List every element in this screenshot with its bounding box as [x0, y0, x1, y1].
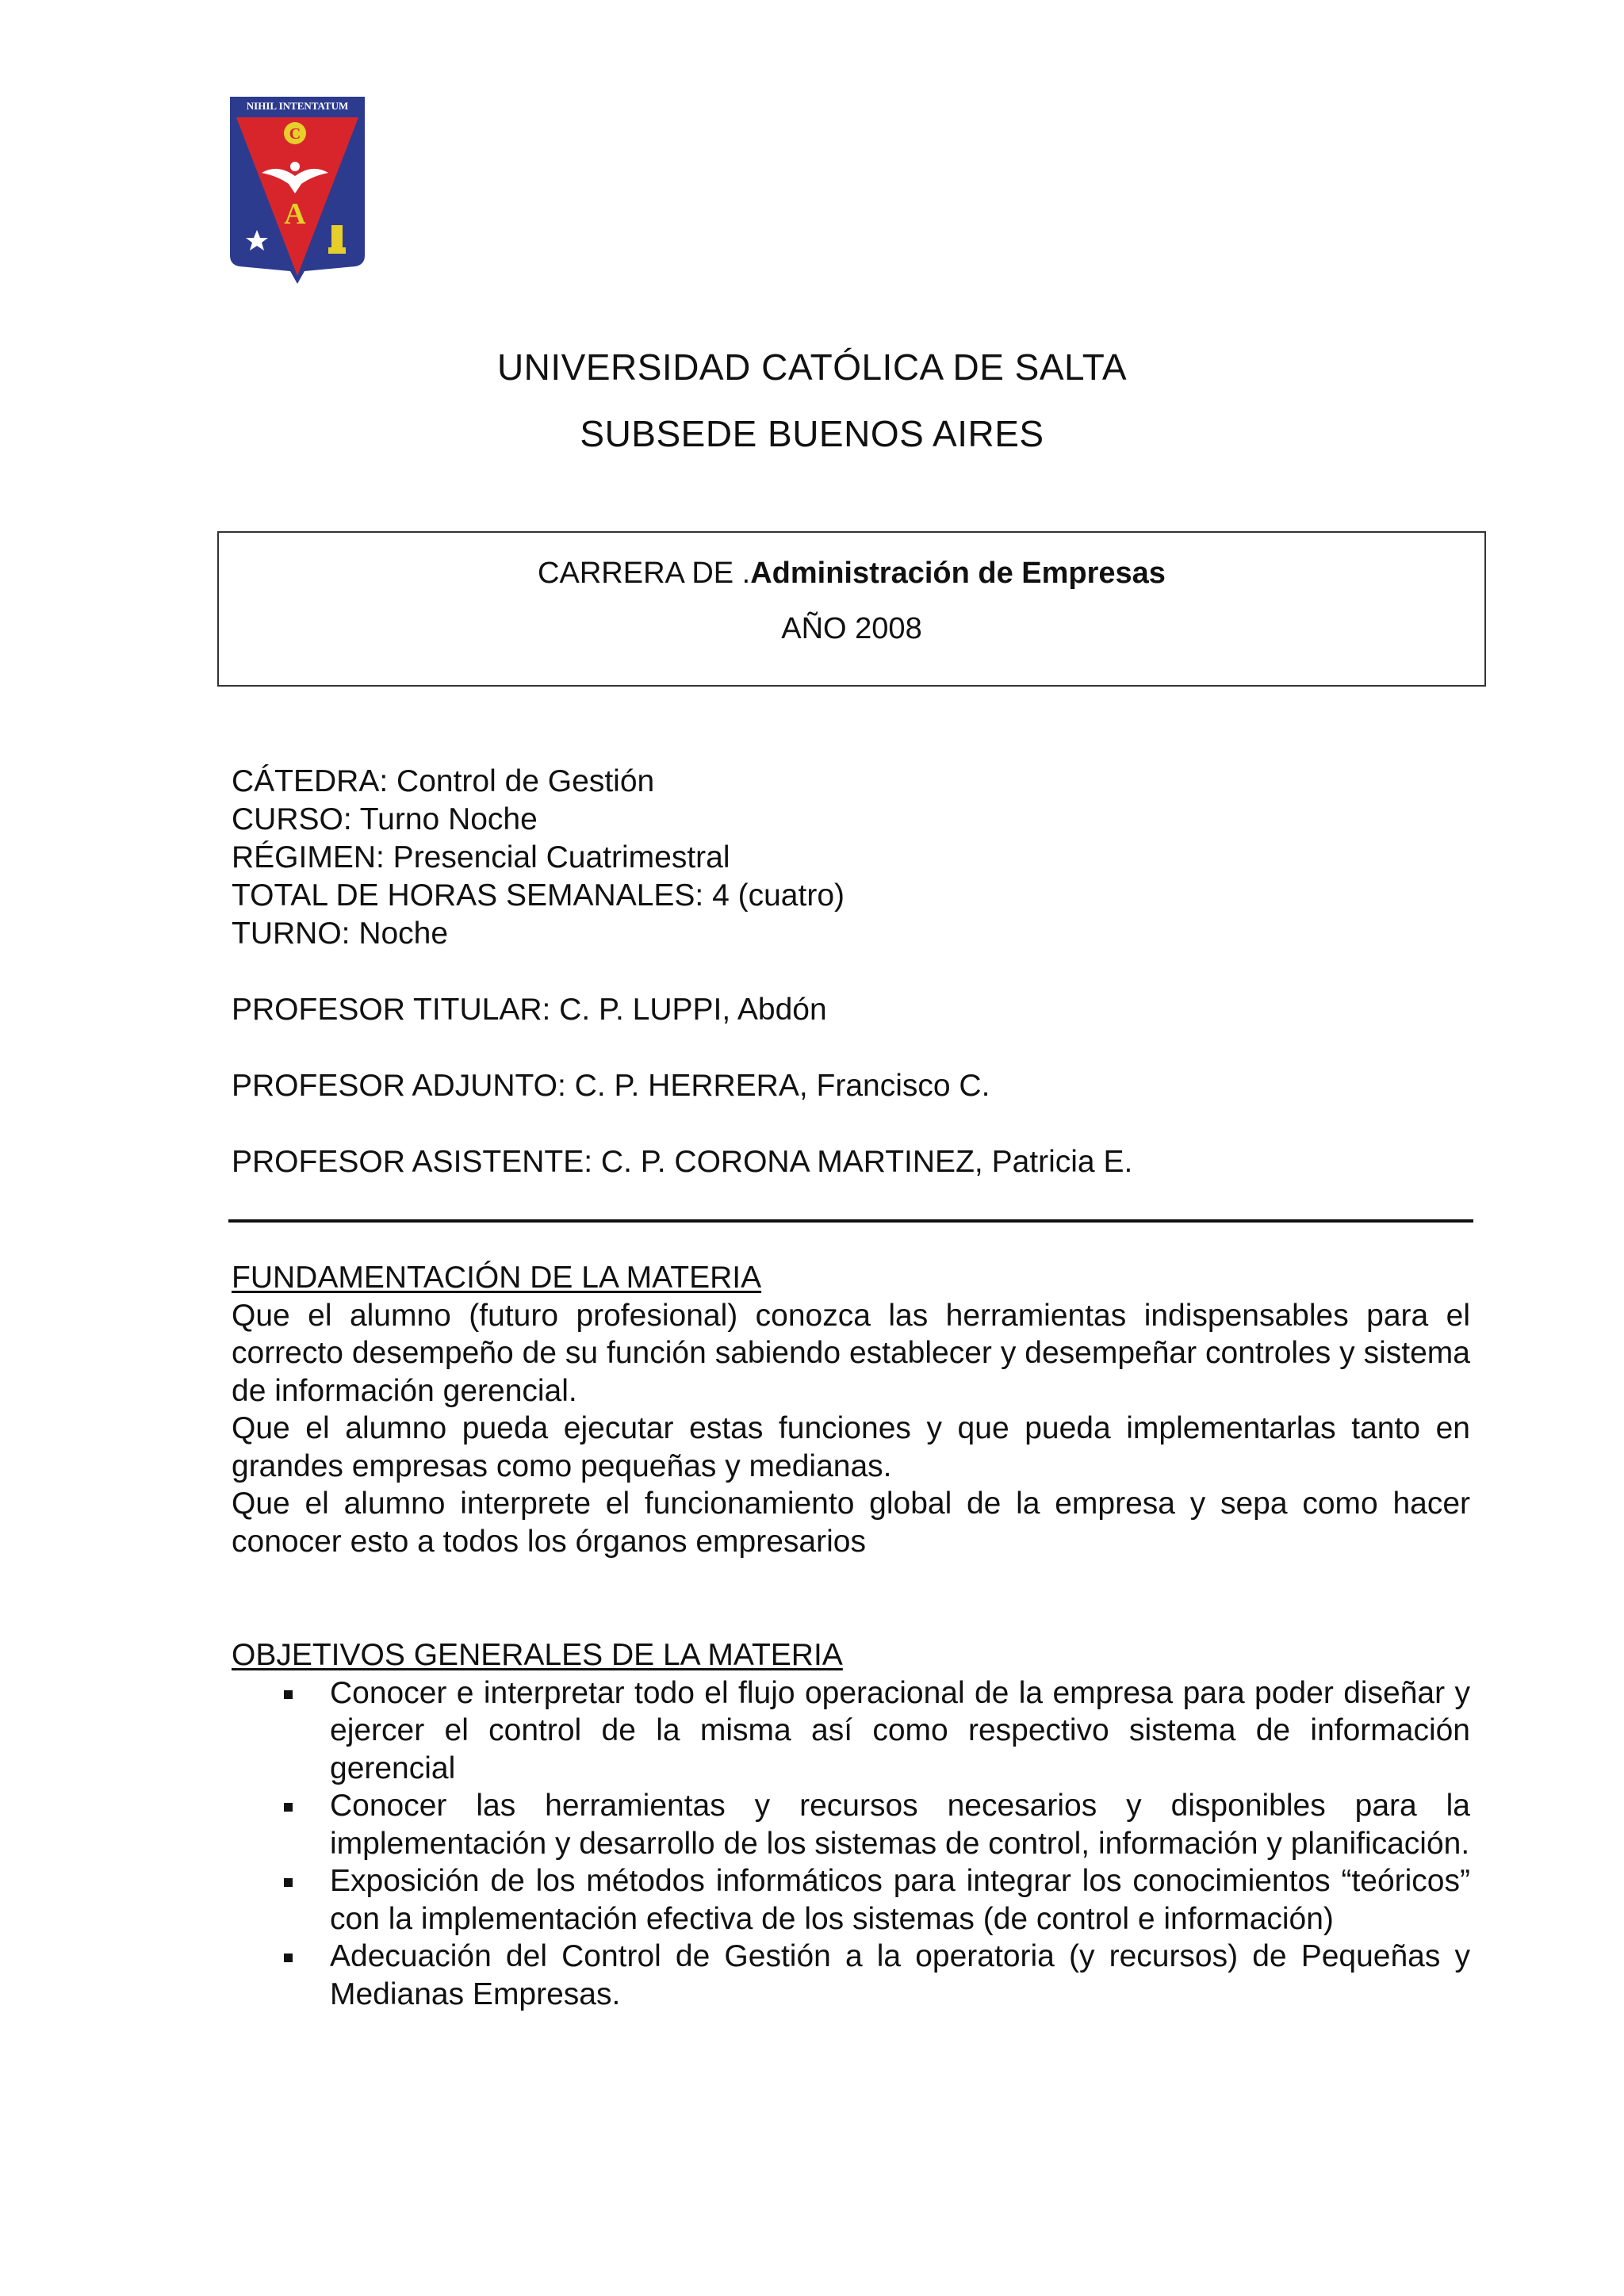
university-crest-logo	[230, 97, 365, 284]
career-prefix: CARRERA DE .	[538, 557, 751, 590]
bullet-square-icon	[284, 1803, 293, 1812]
objetivos-heading: OBJETIVOS GENERALES DE LA MATERIA	[232, 1638, 843, 1672]
fundamentacion-heading: FUNDAMENTACIÓN DE LA MATERIA	[232, 1261, 762, 1295]
bullet-square-icon	[284, 1878, 293, 1887]
fundamentacion-paragraph: Que el alumno pueda ejecutar estas funciones y que pueda implementarlas tanto en grandes empresas como pequeñas y medianas.	[232, 1411, 1470, 1483]
bullet-square-icon	[284, 1954, 293, 1962]
objetivo-text: Conocer las herramientas y recursos necesarios y disponibles para la implementación y desarrollo de los sistemas de control, información y planificación.	[330, 1789, 1470, 1861]
objetivo-text: Conocer e interpretar todo el flujo operacional de la empresa para poder diseñar y ejercer el control de la misma así como respectivo sistema de información gerencial	[330, 1675, 1470, 1785]
objetivos-list	[232, 1674, 1470, 2014]
regimen-line: RÉGIMEN: Presencial Cuatrimestral	[232, 840, 730, 874]
catedra-line: CÁTEDRA: Control de Gestión	[232, 764, 655, 798]
profesor-adjunto: PROFESOR ADJUNTO: C. P. HERRERA, Francisco C.	[232, 1069, 990, 1103]
subsede-name: SUBSEDE BUENOS AIRES	[580, 413, 1044, 454]
list-item	[232, 1787, 1470, 1862]
bullet-square-icon	[284, 1690, 293, 1699]
career-year: AÑO 2008	[781, 612, 922, 645]
objetivo-text: Exposición de los métodos informáticos para integrar los conocimientos “teóricos” con la implementación efectiva de los sistemas (de control e información)	[330, 1864, 1470, 1936]
objetivos-section	[232, 1636, 1470, 2013]
turno-line: TURNO: Noche	[232, 916, 449, 951]
section-divider	[228, 1219, 1473, 1223]
career-line	[219, 557, 1484, 591]
objetivo-text: Adecuación del Control de Gestión a la operatoria (y recursos) de Pequeñas y Medianas Empresas.	[330, 1939, 1470, 2011]
list-item	[232, 1938, 1470, 2013]
list-item	[232, 1674, 1470, 1788]
svg-text:A: A	[284, 197, 306, 231]
course-info-block	[232, 763, 845, 953]
svg-text:NIHIL INTENTATUM: NIHIL INTENTATUM	[246, 100, 349, 112]
fundamentacion-paragraph: Que el alumno (futuro profesional) conozca las herramientas indispensables para el correcto desempeño de su función sabiendo establecer y desempeñar controles y sistema de información gerencial.	[232, 1298, 1470, 1408]
fundamentacion-section	[232, 1259, 1470, 1560]
horas-line: TOTAL DE HORAS SEMANALES: 4 (cuatro)	[232, 878, 845, 913]
curso-line: CURSO: Turno Noche	[232, 802, 538, 836]
svg-text:C: C	[289, 125, 301, 143]
career-box	[217, 531, 1486, 687]
career-name: Administración de Empresas	[750, 557, 1166, 590]
university-name: UNIVERSIDAD CATÓLICA DE SALTA	[496, 346, 1128, 388]
fundamentacion-paragraph: Que el alumno interprete el funcionamiento global de la empresa y sepa como hacer conocer esto a todos los órganos empresarios	[232, 1487, 1470, 1559]
profesor-asistente: PROFESOR ASISTENTE: C. P. CORONA MARTINEZ, Patricia E.	[232, 1145, 1133, 1179]
list-item	[232, 1862, 1470, 1938]
profesor-titular: PROFESOR TITULAR: C. P. LUPPI, Abdón	[232, 993, 827, 1027]
